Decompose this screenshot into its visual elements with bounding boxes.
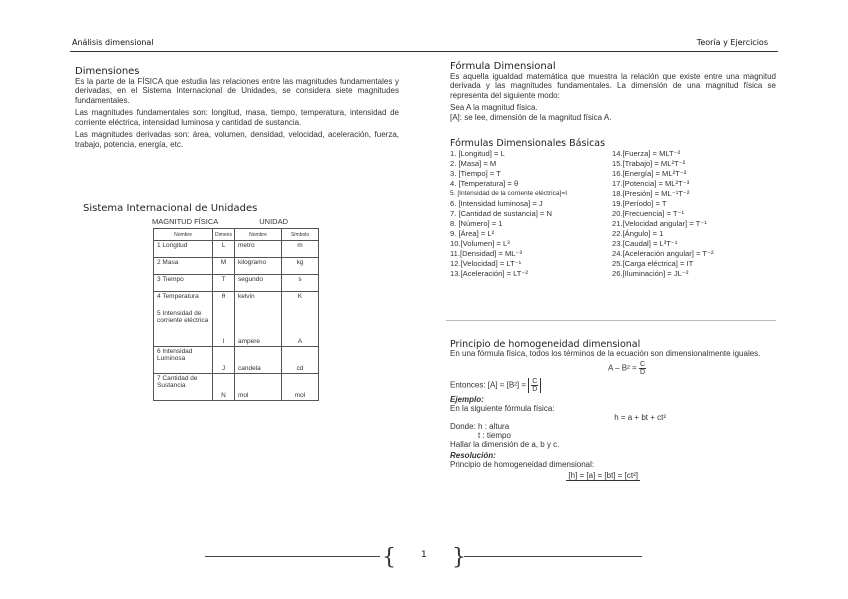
footer-line-right (464, 556, 642, 557)
list-item: 14.[Fuerza] = MLT⁻² (612, 148, 681, 158)
list-item: 17.[Potencia] = ML²T⁻³ (612, 178, 690, 188)
table-cell: 2 Masa (154, 258, 213, 275)
si-subheader (152, 217, 302, 226)
list-item: 19.[Período] = T (612, 198, 667, 208)
fraction-numerator: C (639, 361, 645, 368)
table-cell: candela (235, 347, 282, 374)
table-cell: mol (282, 374, 319, 401)
list-item: 12.[Velocidad] = LT⁻¹ (450, 258, 522, 268)
si-sub-magnitud: MAGNITUD FÍSICA (152, 217, 219, 226)
tiempo-line: t : tiempo (478, 431, 511, 440)
formula-title: Fórmula Dimensional (450, 61, 556, 72)
list-item: 5. [Intensidad de la corriente eléctrica]=I (450, 189, 568, 197)
list-item: 25.[Carga eléctrica] = IT (612, 258, 694, 268)
basicas-section (450, 139, 776, 279)
formula-section (450, 62, 776, 122)
table-cell: K (282, 292, 319, 309)
fraction-denominator: D (532, 386, 538, 393)
list-item: 22.[Ángulo] = 1 (612, 228, 664, 238)
dimensiones-title: Dimensiones (75, 66, 140, 77)
basicas-title: Fórmulas Dimensionales Básicas (450, 138, 606, 149)
table-cell: I (213, 309, 235, 347)
list-item: 26.[Iluminación] = JL⁻² (612, 268, 689, 278)
basicas-column-2 (612, 149, 772, 279)
table-cell: 7 Cantidad de Sustancia (154, 374, 213, 401)
header-rule (70, 51, 778, 52)
list-item: 3. [Tiempo] = T (450, 168, 501, 178)
table-cell: M (213, 258, 235, 275)
dimensiones-paragraph-1: Es la parte de la FÍSICA que estudia las relaciones entre las magnitudes fundamentales y derivadas, en el Sistema Internacional de Unidades, se considera siete magnitudes fundamentales. (75, 76, 399, 105)
si-header-unidad: Nombre (235, 229, 282, 241)
table-cell: segundo (235, 275, 282, 292)
si-table (153, 228, 319, 401)
list-item: 24.[Aceleración angular] = T⁻² (612, 248, 714, 258)
list-item: 7. [Cantidad de sustancia] = N (450, 208, 552, 218)
list-item: 13.[Aceleración] = LT⁻² (450, 268, 528, 278)
table-cell: 5 Intensidad de corriente eléctrica (154, 309, 213, 347)
si-sub-unidad: UNIDAD (259, 217, 288, 226)
dimensiones-section (75, 67, 399, 152)
entonces-text: Entonces: [A] = [B²] = (450, 380, 527, 390)
section-divider (446, 320, 776, 321)
basicas-column-1 (450, 149, 612, 279)
si-header-dimens: Dimens (213, 229, 235, 241)
list-item: 20.[Frecuencia] = T⁻¹ (612, 208, 685, 218)
fraction-numerator: C (532, 378, 538, 385)
table-row (154, 258, 319, 275)
table-row (154, 374, 319, 401)
table-row (154, 241, 319, 258)
resolucion-text: Principio de homogeneidad dimensional: (450, 460, 595, 469)
table-cell: N (213, 374, 235, 401)
dimensiones-paragraph-2: Las magnitudes fundamentales son: longitud, masa, tiempo, temperatura, intensidad de corriente eléctrica, intensidad luminosa y cantidad de sustancia. (75, 108, 399, 127)
homogeneidad-equation (450, 361, 776, 376)
table-cell: cd (282, 347, 319, 374)
table-cell: ampere (235, 309, 282, 347)
list-item: 15.[Trabajo] = ML²T⁻² (612, 158, 686, 168)
formula-line-2: [A]: se lee, dimensión de la magnitud física A. (450, 112, 612, 122)
basicas-list (450, 149, 776, 279)
ejemplo-label: Ejemplo: (450, 395, 484, 404)
table-row (154, 309, 319, 347)
table-cell: T (213, 275, 235, 292)
si-header-simbolo: Símbolo (282, 229, 319, 241)
table-cell: 3 Tiempo (154, 275, 213, 292)
ejemplo-equation: h = a + bt + ct² (614, 413, 666, 422)
entonces-line (450, 378, 776, 393)
table-cell: 1 Longitud (154, 241, 213, 258)
list-item: 10.[Volumen] = L³ (450, 238, 510, 248)
table-cell: m (282, 241, 319, 258)
header-right-title: Teoría y Ejercicios (696, 38, 768, 47)
table-cell: 4 Temperatura (154, 292, 213, 309)
formula-line-1: Sea A la magnitud física. (450, 103, 538, 112)
table-cell: mol (235, 374, 282, 401)
dimensiones-paragraph-3: Las magnitudes derivadas son: área, volumen, densidad, velocidad, aceleración, fuerza, trabajo, potencia, energía, etc. (75, 130, 399, 149)
homogeneidad-section (450, 340, 776, 481)
table-row (154, 347, 319, 374)
footer-brace-right: } (452, 545, 466, 570)
list-item: 9. [Área] = L² (450, 228, 495, 238)
table-cell: J (213, 347, 235, 374)
header-left-title: Análisis dimensional (72, 38, 154, 47)
table-cell: kg (282, 258, 319, 275)
formula-paragraph: Es aquella igualdad matemática que muestra la relación que existe entre una magnitud derivada y las magnitudes fundamentales. La dimensión de una magnitud física se representa del siguiente modo: (450, 71, 776, 100)
list-item: 2. [Masa] = M (450, 158, 497, 168)
homogeneidad-title: Principio de homogeneidad dimensional (450, 339, 641, 350)
list-item: 23.[Caudal] = L³T⁻¹ (612, 238, 678, 248)
table-cell: L (213, 241, 235, 258)
page-number: 1 (421, 550, 427, 560)
list-item: 11.[Densidad] = ML⁻³ (450, 248, 523, 258)
list-item: 4. [Temperatura] = θ (450, 178, 519, 188)
hallar-line: Hallar la dimensión de a, b y c. (450, 440, 560, 449)
donde-line: Donde: h : altura (450, 422, 510, 431)
list-item: 6. [Intensidad luminosa] = J (450, 198, 543, 208)
resolucion-equation: [h] = [a] = [bt] = [ct²] (568, 471, 638, 480)
bracket-fraction (528, 378, 541, 393)
list-item: 8. [Número] = 1 (450, 218, 503, 228)
list-item: 16.[Energía] = ML²T⁻² (612, 168, 687, 178)
fraction-c-over-d-bracketed (531, 378, 538, 393)
table-cell: kelvin (235, 292, 282, 309)
footer-line-left (205, 556, 380, 557)
fraction-denominator: D (639, 369, 645, 376)
table-row (154, 292, 319, 309)
table-cell: metro (235, 241, 282, 258)
list-item: 18.[Presión] = ML⁻¹T⁻² (612, 188, 690, 198)
list-item: 1. [Longitud] = L (450, 148, 505, 158)
fraction-c-over-d (639, 361, 646, 376)
table-cell: kilogramo (235, 258, 282, 275)
homogeneidad-paragraph: En una fórmula física, todos los términos de la ecuación son dimensionalmente iguales. (450, 349, 761, 358)
table-cell: A (282, 309, 319, 347)
si-header-nombre: Nombre (154, 229, 213, 241)
equation-lhs: A – B² = (608, 363, 637, 373)
table-row (154, 275, 319, 292)
resolucion-equation-row (450, 471, 776, 481)
footer-brace-left: { (382, 545, 396, 570)
page-footer (0, 545, 848, 570)
resolucion-label: Resolución: (450, 451, 496, 460)
list-item: 21.[Velocidad angular] = T⁻¹ (612, 218, 707, 228)
si-title: Sistema Internacional de Unidades (83, 203, 258, 214)
table-cell: 6 Intensidad Luminosa (154, 347, 213, 374)
table-cell: s (282, 275, 319, 292)
table-cell: θ (213, 292, 235, 309)
ejemplo-text: En la siguiente fórmula física: (450, 404, 555, 413)
